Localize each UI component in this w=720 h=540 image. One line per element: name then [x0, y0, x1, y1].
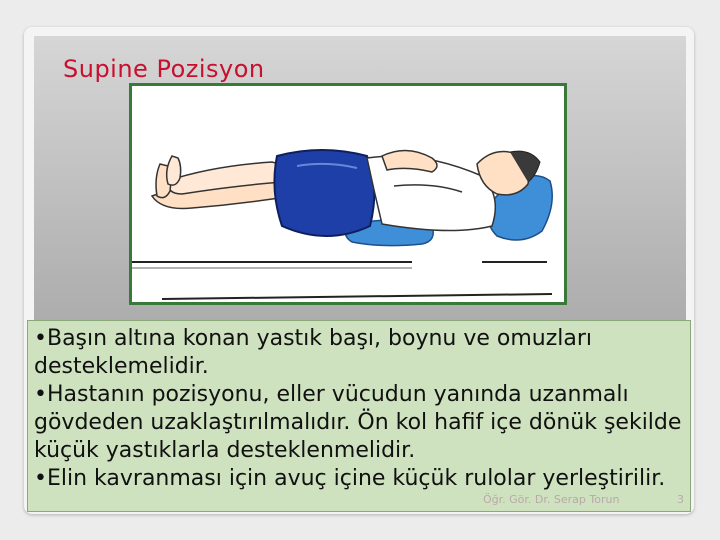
supine-position-illustration — [129, 83, 567, 305]
bullet-item: •Elin kavranması için avuç içine küçük rulolar yerleştirilir. — [34, 466, 666, 491]
bullet-item: •Hastanın pozisyonu, eller vücudun yanında uzanmalı gövdeden uzaklaştırılmalıdır. Ön kol hafif içe dönük şekilde küçük yastıklarla desteklenmelidir. — [34, 382, 682, 463]
slide-title: Supine Pozisyon — [63, 55, 265, 83]
bullet-list — [34, 325, 694, 493]
footer-author: Öğr. Gör. Dr. Serap Torun — [483, 493, 620, 506]
patient-lying-supine-drawing — [132, 86, 564, 302]
bullet-item: •Başın altına konan yastık başı, boynu ve omuzları desteklemelidir. — [34, 326, 593, 379]
page-number: 3 — [677, 493, 684, 506]
